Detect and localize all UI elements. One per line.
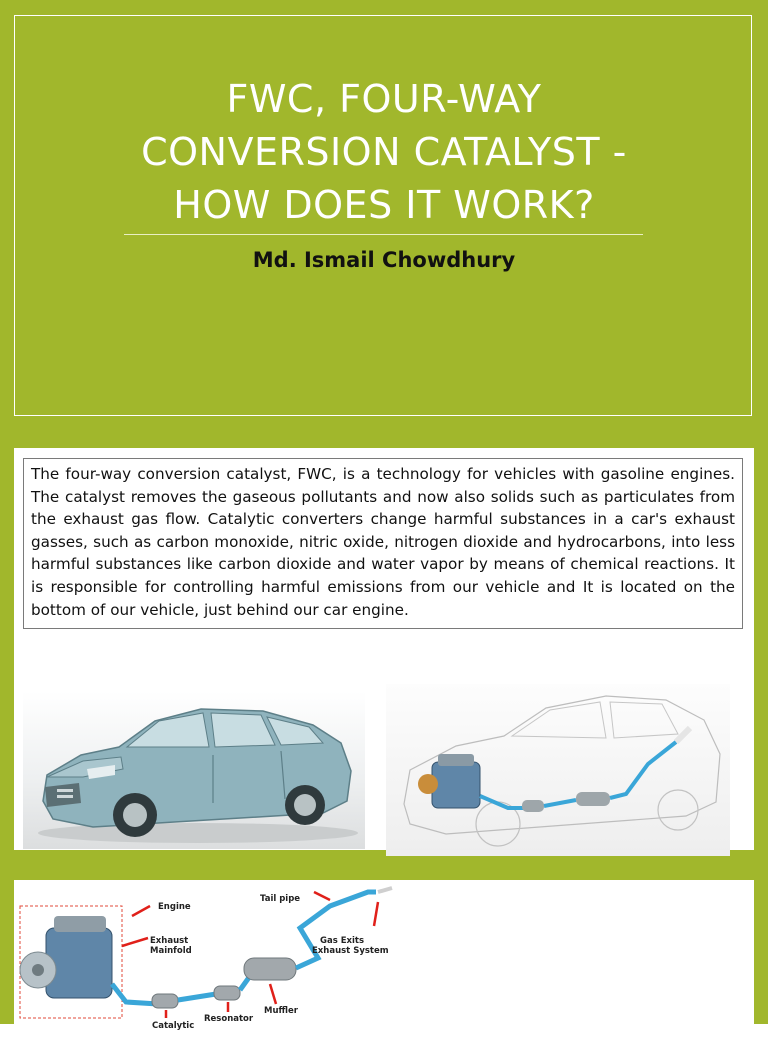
slide-title — [60, 73, 708, 232]
title-line-3: HOW DOES IT WORK? — [173, 183, 595, 227]
title-line-1: FWC, FOUR-WAY — [226, 77, 542, 121]
label-resonator: Resonator — [204, 1014, 254, 1024]
wireframe-car-illustration — [386, 684, 730, 856]
title-divider — [124, 234, 643, 235]
car-illustration — [23, 691, 365, 849]
label-gas-exits — [312, 936, 389, 956]
diagram-slide — [0, 864, 768, 1031]
diagram-card — [14, 880, 754, 1040]
label-exhaust-manifold-line-1: Exhaust — [150, 936, 189, 946]
label-engine: Engine — [158, 902, 191, 912]
exhaust-diagram — [18, 884, 398, 1031]
car-photo — [23, 691, 365, 849]
description-paragraph: The four-way conversion catalyst, FWC, is a technology for vehicles with gasoline engines. The catalyst removes the gaseous pollutants and now also solids such as particulates from the exhaust gas flow. Catalytic converters change harmful substances in a car's exhaust gasses, such as carbon monoxide, nitric oxide, nitrogen dioxide and hydrocarbons, into less harmful substances like carbon dioxide and water vapor by means of chemical reactions. It is responsible for controlling harmful emissions from our vehicle and It is located on the bottom of our vehicle, just behind our car engine. — [23, 458, 743, 629]
label-exhaust-manifold-line-2: Mainfold — [150, 946, 192, 956]
label-catalytic: Catalytic — [152, 1021, 195, 1031]
content-card — [14, 448, 754, 850]
label-gas-exits-line-2: Exhaust System — [312, 946, 389, 956]
label-muffler: Muffler — [264, 1006, 298, 1016]
content-slide — [0, 432, 768, 864]
label-exhaust-manifold — [150, 936, 192, 956]
title-line-2: CONVERSION CATALYST - — [141, 130, 627, 174]
exhaust-system-photo — [386, 684, 730, 856]
title-slide — [0, 0, 768, 432]
label-tail-pipe: Tail pipe — [260, 894, 301, 904]
author-name: Md. Ismail Chowdhury — [252, 248, 516, 272]
label-gas-exits-line-1: Gas Exits — [320, 936, 365, 946]
